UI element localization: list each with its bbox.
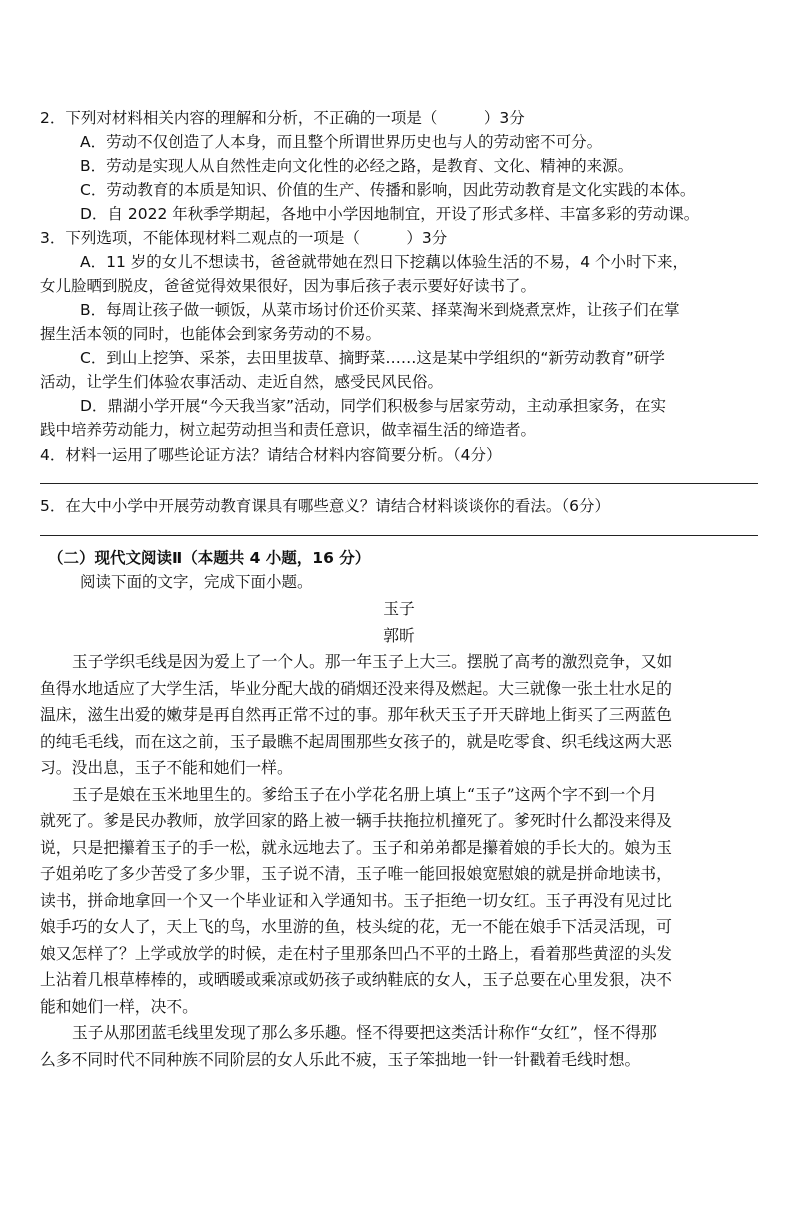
question-3-stem: 3．下列选项，不能体现材料二观点的一项是（ ）3分: [40, 229, 448, 247]
question-3-option-d: D．鼎湖小学开展“今天我当家”活动，同学们积极参与居家劳动，主动承担家务，在实: [80, 397, 666, 415]
paragraph-line: 子姐弟吃了多少苦受了多少罪，玉子说不清，玉子唯一能回报娘宽慰娘的就是拼命地读书，: [40, 864, 672, 883]
article-paragraph-2: [40, 782, 758, 1021]
paragraph-line: 鱼得水地适应了大学生活，毕业分配大战的硝烟还没来得及燃起。大三就像一张土壮水足的: [40, 678, 672, 698]
exam-page: [0, 106, 794, 1229]
paragraph-line: 的纯毛毛线，而在这之前，玉子最瞧不起周围那些女孩子的，就是吃零食、织毛线这两大恶: [40, 731, 672, 751]
question-3-option-a-cont: 女儿脸晒到脱皮，爸爸觉得效果很好，因为事后孩子表示要好好读书了。: [40, 277, 537, 295]
paragraph-line: 温床，滋生出爱的嫩芽是再自然再正常不过的事。那年秋天玉子开天辟地上街买了三两蓝色: [40, 705, 672, 724]
question-3-option-d-cont: 践中培养劳动能力，树立起劳动担当和责任意识，做幸福生活的缔造者。: [40, 421, 537, 439]
question-3-option-a: A．11 岁的女儿不想读书，爸爸就带她在烈日下挖藕以体验生活的不易，4 个小时下来，: [80, 253, 689, 271]
question-3-option-c: C．到山上挖笋、采茶，去田里拔草、摘野菜……这是某中学组织的“新劳动教育”研学: [80, 349, 665, 367]
article-author: 郭昕: [383, 625, 415, 645]
paragraph-line: 玉子学织毛线是因为爱上了一个人。那一年玉子上大三。摆脱了高考的激烈竞争，又如: [72, 652, 673, 671]
answer-line-q5[interactable]: [40, 535, 758, 536]
paragraph-line: 娘又怎样了？上学或放学的时候，走在村子里那条凹凸不平的土路上，看着那些黄涩的头发: [40, 943, 672, 963]
question-3-option-b-cont: 握生活本领的同时，也能体会到家务劳动的不易。: [40, 325, 382, 343]
question-3-option-b: B．每周让孩子做一顿饭，从菜市场讨价还价买菜、择菜淘米到烧煮烹炸，让孩子们在掌: [80, 301, 680, 319]
answer-line-q4[interactable]: [40, 483, 758, 484]
question-4: 4．材料一运用了哪些论证方法？请结合材料内容简要分析。（4分）: [40, 446, 502, 464]
paragraph-line: 读书，拼命地拿回一个又一个毕业证和入学通知书。玉子拒绝一切女红。玉子再没有见过比: [40, 890, 672, 910]
paragraph-line: 说，只是把攥着玉子的手一松，就永远地去了。玉子和弟弟都是攥着娘的手长大的。娘为玉: [40, 837, 672, 857]
paragraph-line: 能和她们一样，决不。: [40, 996, 198, 1016]
question-5: 5．在大中小学中开展劳动教育课具有哪些意义？请结合材料谈谈你的看法。（6分）: [40, 497, 610, 515]
paragraph-line: 上沾着几根草棒棒的，或晒暖或乘凉或奶孩子或纳鞋底的女人，玉子总要在心里发狠，决不: [40, 970, 672, 989]
question-3-option-c-cont: 活动，让学生们体验农事活动、走近自然，感受民风民俗。: [40, 373, 444, 391]
article-paragraph-1: [40, 649, 758, 782]
section-2-instruction: 阅读下面的文字，完成下面小题。: [80, 573, 313, 591]
paragraph-line: 娘手巧的女人了，天上飞的鸟，水里游的鱼，枝头绽的花，无一不能在娘手下活灵活现，可: [40, 917, 672, 936]
paragraph-line: 就死了。爹是民办教师，放学回家的路上被一辆手扶拖拉机撞死了。爹死时什么都没来得及: [40, 811, 672, 830]
paragraph-line: 玉子是娘在玉米地里生的。爹给玉子在小学花名册上填上“玉子”这两个字不到一个月: [72, 784, 657, 804]
question-2-option-a: A．劳动不仅创造了人本身，而且整个所谓世界历史也与人的劳动密不可分。: [80, 133, 603, 151]
article-title: 玉子: [383, 599, 415, 618]
section-2-title: （二）现代文阅读Ⅱ（本题共 4 小题，16 分）: [48, 549, 371, 567]
question-2-option-b: B．劳动是实现人从自然性走向文化性的必经之路，是教育、文化、精神的来源。: [80, 157, 634, 175]
article-paragraph-3: [40, 1020, 758, 1073]
paragraph-line: 玉子从那团蓝毛线里发现了那么多乐趣。怪不得要把这类活计称作“女红”，怪不得那: [72, 1023, 657, 1042]
question-2-option-d: D．自 2022 年秋季学期起，各地中小学因地制宜，开设了形式多样、丰富多彩的劳动课。: [80, 205, 700, 223]
paragraph-line: 么多不同时代不同种族不同阶层的女人乐此不疲，玉子笨拙地一针一针戳着毛线时想。: [40, 1049, 641, 1069]
question-2-option-c: C．劳动教育的本质是知识、价值的生产、传播和影响，因此劳动教育是文化实践的本体。: [80, 181, 696, 199]
paragraph-line: 习。没出息，玉子不能和她们一样。: [40, 758, 293, 777]
question-2-stem: 2．下列对材料相关内容的理解和分析，不正确的一项是（ ）3分: [40, 109, 525, 127]
